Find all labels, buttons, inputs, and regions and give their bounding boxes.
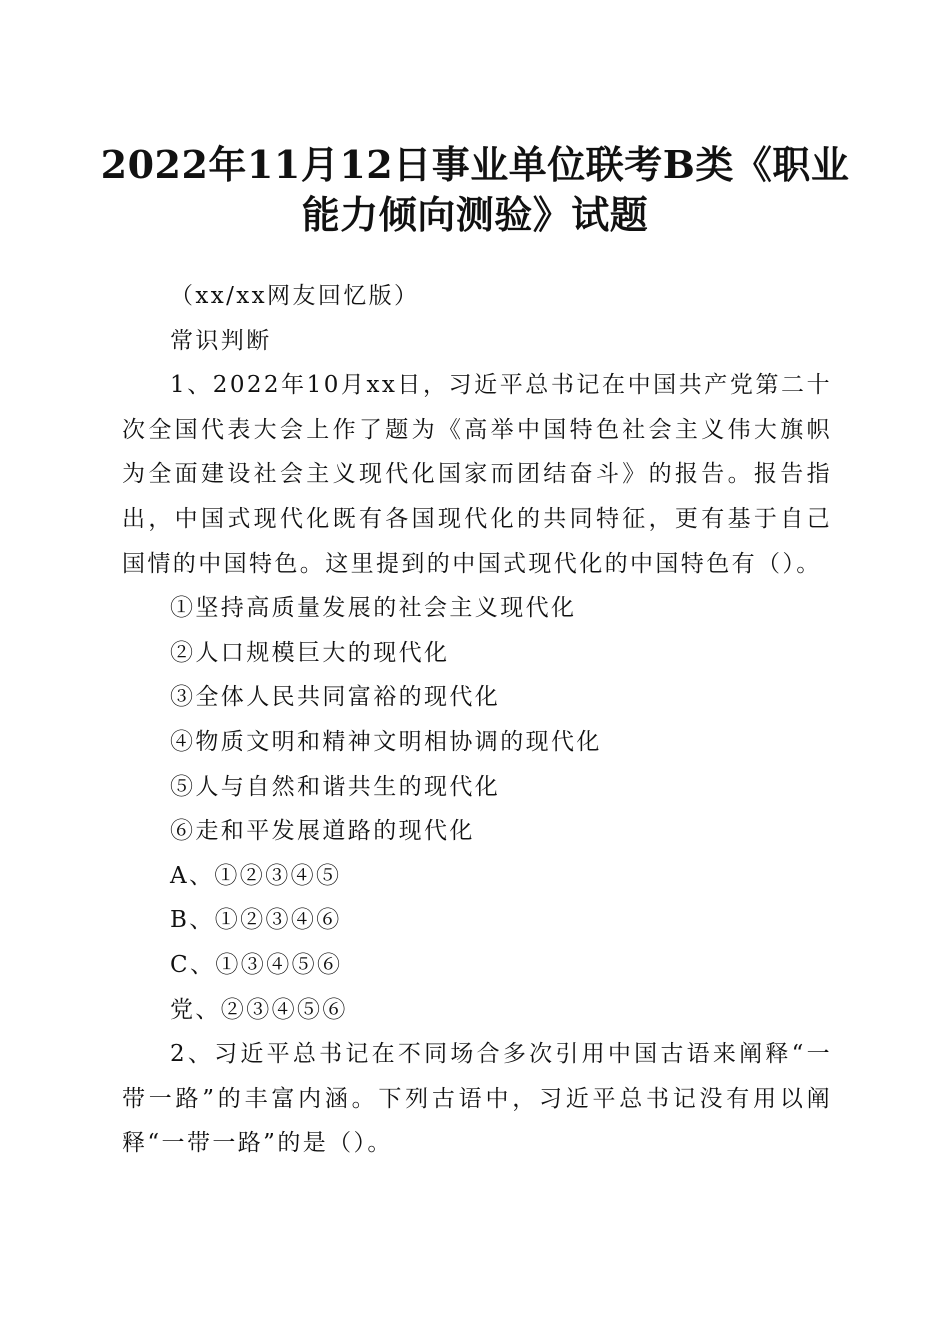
document-title: 2022年11月12日事业单位联考B类《职业能力倾向测验》试题 xyxy=(100,142,850,237)
question-1-item: ②人口规模巨大的现代化 xyxy=(170,639,450,666)
question-1-stem: 1、2022年10月xx日，习近平总书记在中国共产党第二十次全国代表大会上作了题为《高举中国特色社会主义伟大旗帜为全面建设社会主义现代化国家而团结奋斗》的报告。报告指出，中国式现代化既有各国现代化的共同特征，更有基于自己国情的中国特色。这里提到的中国式现代化的中国特色有（）。 xyxy=(122,372,832,577)
question-1-item: ④物质文明和精神文明相协调的现代化 xyxy=(170,728,602,755)
question-1-item: ①坚持高质量发展的社会主义现代化 xyxy=(170,595,577,622)
section-heading: 常识判断 xyxy=(170,327,272,354)
question-1-option-c: C、①③④⑤⑥ xyxy=(170,951,343,978)
question-1-item: ⑥走和平发展道路的现代化 xyxy=(170,818,475,845)
question-1-option-d: 党、②③④⑤⑥ xyxy=(170,996,348,1023)
question-1-option-a: A、①②③④⑤ xyxy=(170,862,342,889)
question-2-stem: 2、习近平总书记在不同场合多次引用中国古语来阐释“一带一路”的丰富内涵。下列古语中，习近平总书记没有用以阐释“一带一路”的是（）。 xyxy=(122,1041,832,1157)
question-1-item: ③全体人民共同富裕的现代化 xyxy=(170,684,501,711)
question-1-option-b: B、①②③④⑥ xyxy=(170,907,342,934)
question-1-item: ⑤人与自然和谐共生的现代化 xyxy=(170,773,501,800)
subtitle: （xx/xx网友回忆版） xyxy=(170,283,420,309)
document-body xyxy=(122,274,832,1166)
